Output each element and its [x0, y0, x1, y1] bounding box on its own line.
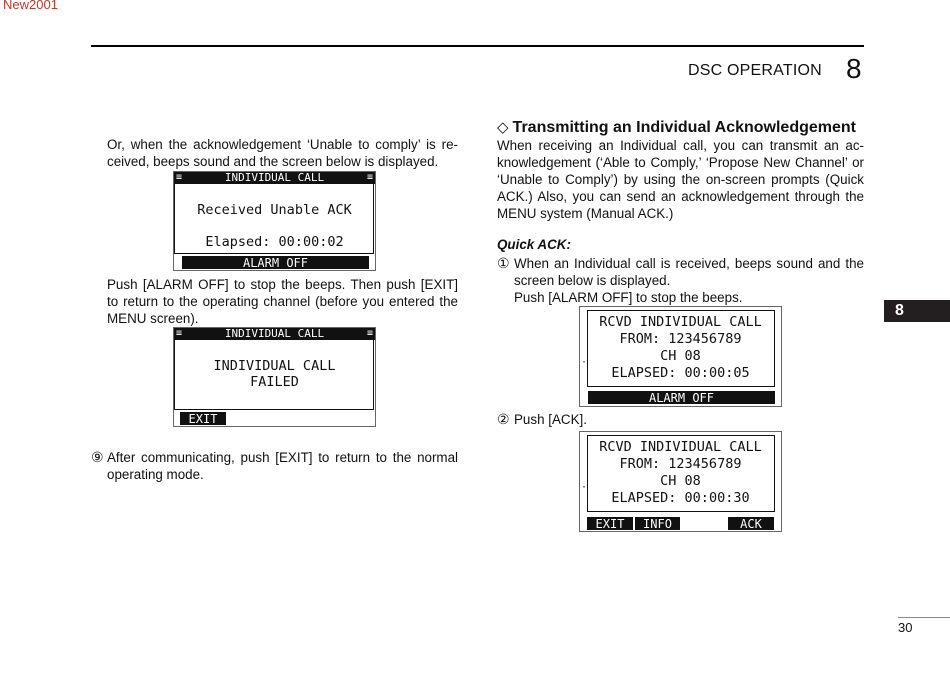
lcd-title-bar: ≡ INDIVIDUAL CALL ≡ — [176, 171, 373, 184]
lcd-rcvd-call-alarm — [579, 306, 782, 407]
lcd-line-2: FROM: 123456789 — [619, 456, 742, 472]
exit-softkey: EXIT — [180, 412, 226, 425]
alarm-off-softkey: ALARM OFF — [588, 391, 775, 404]
lcd-line-1: RCVD INDIVIDUAL CALL — [599, 314, 762, 330]
section-heading: ◇ Transmitting an Individual Acknowledgement — [497, 119, 856, 136]
lcd-received-unable-ack — [173, 171, 376, 271]
lcd-marker: · — [581, 357, 588, 368]
step-9-number: ⑨ — [91, 449, 104, 465]
lcd-title-bar: ≡ INDIVIDUAL CALL ≡ — [176, 327, 373, 340]
lcd-line-4: ELAPSED: 00:00:30 — [611, 490, 750, 506]
header-rule — [91, 45, 864, 47]
lcd-line-3: CH 08 — [660, 348, 701, 364]
info-softkey: INFO — [635, 517, 680, 530]
chapter-tab: 8 — [884, 300, 950, 322]
step-9-text: After communicating, push [EXIT] to return to the normal operating mode. — [107, 450, 458, 482]
step-2-number: ② — [497, 411, 510, 427]
unable-comply-paragraph: Or, when the acknowledgement ‘Unable to comply’ is received, beeps sound and the screen below is displayed. — [107, 137, 458, 169]
step-1-number: ① — [497, 255, 510, 271]
lcd-call-failed — [173, 327, 376, 427]
page-number-rule — [898, 617, 950, 618]
intro-paragraph: When receiving an Individual call, you can transmit an acknowledgement (‘Able to Comply,’ ‘Propose New Channel’ or ‘Unable to Comply’) by using the on-screen prompts (Quick ACK.) Also, you can send an acknowledgement through the MENU system (Manual ACK.) — [497, 138, 864, 221]
lcd-line-2: FROM: 123456789 — [619, 331, 742, 347]
lcd-elapsed: Elapsed: 00:00:02 — [205, 234, 344, 250]
step-2-text: Push [ACK]. — [514, 412, 587, 427]
step-1-instruction: Push [ALARM OFF] to stop the beeps. — [514, 290, 743, 305]
step-1-text: When an Individual call is received, beeps sound and the screen below is displayed. — [514, 256, 864, 288]
lcd-marker: · — [581, 482, 588, 493]
ack-softkey: ACK — [728, 517, 774, 530]
quick-ack-subheading: Quick ACK: — [497, 237, 571, 252]
page-number: 30 — [898, 620, 913, 635]
lcd-line-2: FAILED — [250, 374, 299, 390]
lcd-line-3: CH 08 — [660, 473, 701, 489]
lcd-rcvd-call-ack — [579, 431, 782, 532]
lcd-line-4: ELAPSED: 00:00:05 — [611, 365, 750, 381]
revision-stamp: New2001 — [3, 0, 58, 12]
lcd-line-1: INDIVIDUAL CALL — [213, 358, 336, 374]
lcd-line-1: RCVD INDIVIDUAL CALL — [599, 439, 762, 455]
exit-softkey: EXIT — [587, 517, 633, 530]
chapter-number: 8 — [846, 53, 862, 84]
lcd-message: Received Unable ACK — [197, 202, 352, 218]
alarm-off-paragraph: Push [ALARM OFF] to stop the beeps. Then push [EXIT] to return to the operating channel (before you entered the MENU screen). — [107, 277, 458, 326]
section-title: DSC OPERATION — [688, 62, 822, 79]
diamond-icon: ◇ — [497, 119, 509, 136]
alarm-off-softkey: ALARM OFF — [182, 256, 369, 269]
